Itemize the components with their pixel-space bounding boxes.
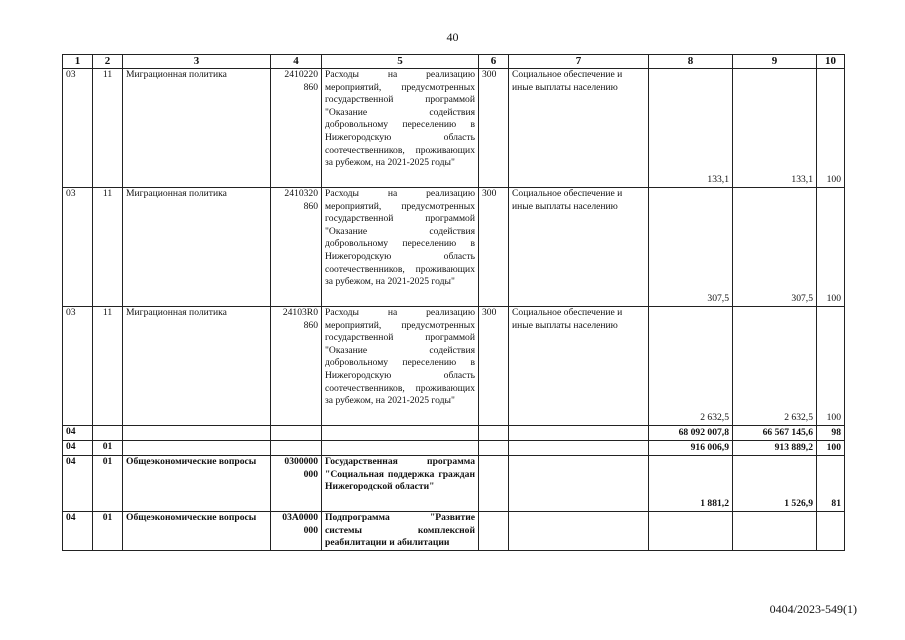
cell-executed: 1 526,9 bbox=[733, 456, 817, 512]
cell-executed bbox=[733, 512, 817, 551]
cell-description: Государственная программа "Социальная поддержка граждан Нижегородской области" bbox=[322, 456, 479, 512]
cell-expense-name: Социальное обеспечение и иные выплаты населению bbox=[509, 188, 649, 307]
cell-description: Расходы на реализацию мероприятий, предусмотренных государственной программой "Оказание содействия добровольному переселению в Нижегородскую область соотечественников, проживающих за рубежом, на 2021-2025 годы" bbox=[322, 69, 479, 188]
cell-planned bbox=[649, 512, 733, 551]
cell-target-code bbox=[271, 426, 322, 441]
cell-executed: 2 632,5 bbox=[733, 307, 817, 426]
cell-description: Расходы на реализацию мероприятий, предусмотренных государственной программой "Оказание содействия добровольному переселению в Нижегородскую область соотечественников, проживающих за рубежом, на 2021-2025 годы" bbox=[322, 188, 479, 307]
cell-target-code: 2410320 860 bbox=[271, 188, 322, 307]
cell-expense-name: Социальное обеспечение и иные выплаты населению bbox=[509, 69, 649, 188]
cell-executed: 133,1 bbox=[733, 69, 817, 188]
table-row bbox=[63, 188, 845, 307]
cell-expense-name bbox=[509, 441, 649, 456]
cell-description: Расходы на реализацию мероприятий, предусмотренных государственной программой "Оказание содействия добровольному переселению в Нижегородскую область соотечественников, проживающих за рубежом, на 2021-2025 годы" bbox=[322, 307, 479, 426]
cell-planned: 133,1 bbox=[649, 69, 733, 188]
cell-planned: 2 632,5 bbox=[649, 307, 733, 426]
cell-percent: 100 bbox=[817, 188, 845, 307]
cell-name: Общеэкономические вопросы bbox=[123, 456, 271, 512]
cell-percent: 100 bbox=[817, 69, 845, 188]
cell-target-code bbox=[271, 441, 322, 456]
col-header-6: 6 bbox=[479, 55, 509, 69]
col-header-8: 8 bbox=[649, 55, 733, 69]
cell-target-code: 24103R0 860 bbox=[271, 307, 322, 426]
cell-expense-type: 300 bbox=[479, 69, 509, 188]
cell-executed: 913 889,2 bbox=[733, 441, 817, 456]
cell-expense-type: 300 bbox=[479, 307, 509, 426]
table-row bbox=[63, 69, 845, 188]
col-header-9: 9 bbox=[733, 55, 817, 69]
cell-subsection: 01 bbox=[93, 512, 123, 551]
cell-executed: 66 567 145,6 bbox=[733, 426, 817, 441]
cell-planned: 68 092 007,8 bbox=[649, 426, 733, 441]
cell-name bbox=[123, 441, 271, 456]
col-header-7: 7 bbox=[509, 55, 649, 69]
col-header-3: 3 bbox=[123, 55, 271, 69]
cell-section: 04 bbox=[63, 426, 93, 441]
cell-section: 04 bbox=[63, 456, 93, 512]
cell-subsection: 11 bbox=[93, 188, 123, 307]
cell-expense-name bbox=[509, 512, 649, 551]
cell-expense-type: 300 bbox=[479, 188, 509, 307]
cell-subsection: 11 bbox=[93, 307, 123, 426]
cell-expense-name bbox=[509, 426, 649, 441]
cell-subsection: 01 bbox=[93, 456, 123, 512]
cell-section: 03 bbox=[63, 307, 93, 426]
budget-table bbox=[62, 54, 845, 551]
cell-percent: 100 bbox=[817, 441, 845, 456]
col-header-5: 5 bbox=[322, 55, 479, 69]
header-row bbox=[63, 55, 845, 69]
cell-section: 03 bbox=[63, 69, 93, 188]
cell-target-code: 2410220 860 bbox=[271, 69, 322, 188]
cell-percent: 98 bbox=[817, 426, 845, 441]
cell-expense-name: Социальное обеспечение и иные выплаты населению bbox=[509, 307, 649, 426]
cell-target-code: 0300000 000 bbox=[271, 456, 322, 512]
cell-description bbox=[322, 441, 479, 456]
cell-name: Миграционная политика bbox=[123, 188, 271, 307]
cell-name bbox=[123, 426, 271, 441]
table-row bbox=[63, 456, 845, 512]
table-row bbox=[63, 441, 845, 456]
cell-name: Миграционная политика bbox=[123, 69, 271, 188]
cell-planned: 307,5 bbox=[649, 188, 733, 307]
document-code: 0404/2023-549(1) bbox=[769, 602, 857, 616]
table-row bbox=[63, 512, 845, 551]
col-header-1: 1 bbox=[63, 55, 93, 69]
cell-target-code: 03А0000 000 bbox=[271, 512, 322, 551]
col-header-10: 10 bbox=[817, 55, 845, 69]
cell-planned: 916 006,9 bbox=[649, 441, 733, 456]
cell-description: Подпрограмма "Развитие системы комплексной реабилитации и абилитации bbox=[322, 512, 479, 551]
cell-section: 04 bbox=[63, 441, 93, 456]
cell-expense-name bbox=[509, 456, 649, 512]
cell-planned: 1 881,2 bbox=[649, 456, 733, 512]
table-row bbox=[63, 307, 845, 426]
cell-section: 03 bbox=[63, 188, 93, 307]
cell-description bbox=[322, 426, 479, 441]
col-header-4: 4 bbox=[271, 55, 322, 69]
table-row bbox=[63, 426, 845, 441]
cell-section: 04 bbox=[63, 512, 93, 551]
cell-subsection: 11 bbox=[93, 69, 123, 188]
cell-expense-type bbox=[479, 426, 509, 441]
cell-subsection bbox=[93, 426, 123, 441]
page-number: 40 bbox=[446, 30, 459, 44]
cell-percent: 100 bbox=[817, 307, 845, 426]
cell-subsection: 01 bbox=[93, 441, 123, 456]
cell-name: Общеэкономические вопросы bbox=[123, 512, 271, 551]
cell-expense-type bbox=[479, 441, 509, 456]
col-header-2: 2 bbox=[93, 55, 123, 69]
cell-percent: 81 bbox=[817, 456, 845, 512]
cell-percent bbox=[817, 512, 845, 551]
cell-executed: 307,5 bbox=[733, 188, 817, 307]
cell-expense-type bbox=[479, 512, 509, 551]
cell-expense-type bbox=[479, 456, 509, 512]
cell-name: Миграционная политика bbox=[123, 307, 271, 426]
